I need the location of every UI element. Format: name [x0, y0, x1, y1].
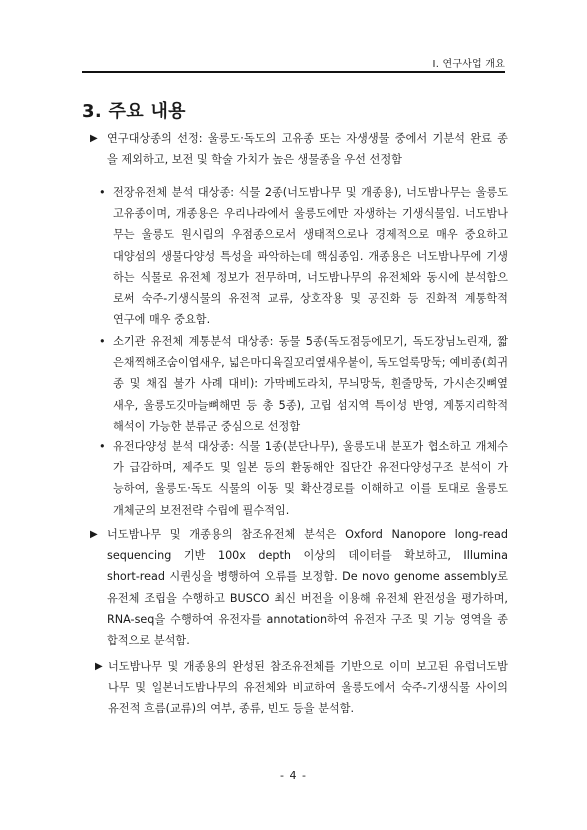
text-line: 연구에 매우 중요함.: [113, 313, 211, 327]
sub-item-genetic-diversity: [99, 436, 508, 521]
text-line: 무는 울릉도 원시림의 우점종으로서 생태적으로나 경제적으로 매우 중요하고: [113, 228, 508, 242]
text-line: 유전적 흐름(교류)의 여부, 종류, 빈도 등을 분석함.: [108, 702, 355, 716]
text-line: sequencing 기반 100x depth 이상의 데이터를 확보하고, Illumina: [107, 549, 508, 563]
main-item-target-selection: [90, 128, 508, 170]
text-line: RNA-seq을 수행하여 유전자를 annotation하여 유전자 구조 및 기능 영역을 종: [107, 612, 508, 626]
text-line: 소기관 유전체 계통분석 대상종: 동물 5종(독도점등에모기, 독도장님노린재, 짧: [113, 335, 508, 348]
text-line: short-read 시퀀싱을 병행하여 오류를 보정함. De novo genome assembly로: [107, 570, 508, 584]
text-line: 로써 숙주-기생식물의 유전적 교류, 상호작용 및 공진화 등 진화적 계통학적: [113, 292, 508, 306]
main-item-reference-genome: [90, 524, 508, 651]
sub-item-whole-genome: [99, 182, 508, 330]
section-title: 3. 주요 내용: [82, 101, 186, 122]
text-line: 종 및 채집 불가 사례 대비): 가막베도라치, 무늬망둑, 흰줄망둑, 가시손깃뼈옆: [113, 377, 508, 391]
main-item-comparative-analysis: [95, 656, 508, 720]
text-line: 합적으로 분석함.: [107, 634, 190, 648]
dot-bullet-icon: •: [99, 335, 106, 348]
text-line: 을 제외하고, 보전 및 학술 가치가 높은 생물종을 우선 선정함: [107, 153, 402, 167]
text-line: 은채찍해조숨이엽새우, 넓은마디육질꼬리옆새우붙이, 독도얼룩망둑; 예비종(희귀: [113, 356, 508, 370]
dot-bullet-icon: •: [99, 186, 106, 199]
text-line: 고유종이며, 개종용은 우리나라에서 울릉도에만 자생하는 기생식물임. 너도밤나: [113, 207, 508, 221]
page-number: - 4 -: [280, 769, 307, 782]
text-line: 너도밤나무 및 개종용의 참조유전체 분석은 Oxford Nanopore long-read: [107, 528, 508, 541]
triangle-bullet-icon: ▶: [95, 661, 103, 672]
text-line: 너도밤나무 및 개종용의 완성된 참조유전체를 기반으로 이미 보고된 유럽너도밤: [108, 660, 508, 673]
text-line: 새우, 울릉도깃마늘뼈해면 등 총 5종), 고립 섬지역 특이성 반영, 계통지리학적: [113, 398, 508, 412]
text-line: 전장유전체 분석 대상종: 식물 2종(너도밤나무 및 개종용), 너도밤나무는 울릉도: [113, 186, 508, 199]
triangle-bullet-icon: ▶: [90, 133, 98, 144]
text-line: 하는 식물로 유전체 정보가 전무하며, 너도밤나무의 유전체와 동시에 분석함으: [113, 270, 508, 284]
header-rule: [82, 71, 505, 73]
text-line: 개체군의 보전전략 수립에 필수적임.: [113, 503, 290, 517]
text-line: 나무 및 일본너도밤나무의 유전체와 비교하여 울릉도에서 숙주-기생식물 사이의: [108, 681, 508, 695]
text-line: 가 급감하며, 제주도 및 일본 등의 환동해안 집단간 유전다양성구조 분석이 가: [113, 461, 508, 475]
text-line: 유전체 조립을 수행하고 BUSCO 최신 버전을 이용해 유전체 완전성을 평가하며,: [107, 591, 508, 605]
chapter-header: Ⅰ. 연구사업 개요: [432, 59, 505, 70]
text-line: 대양섬의 생물다양성 특성을 파악하는데 핵심종임. 개종용은 너도밤나무에 기생: [113, 249, 508, 263]
text-line: 유전다양성 분석 대상종: 식물 1종(분단나무), 울릉도내 분포가 협소하고 개체수: [113, 440, 508, 453]
text-line: 해석이 가능한 분류군 중심으로 선정함: [113, 419, 301, 433]
sub-item-organelle-genome: [99, 331, 508, 437]
text-line: 연구대상종의 선정: 울릉도·독도의 고유종 또는 자생생물 중에서 기분석 완료 종: [107, 132, 508, 145]
dot-bullet-icon: •: [99, 440, 106, 453]
text-line: 능하여, 울릉도·독도 식물의 이동 및 확산경로를 이해하고 이를 토대로 울릉도: [113, 482, 508, 496]
triangle-bullet-icon: ▶: [90, 529, 98, 540]
